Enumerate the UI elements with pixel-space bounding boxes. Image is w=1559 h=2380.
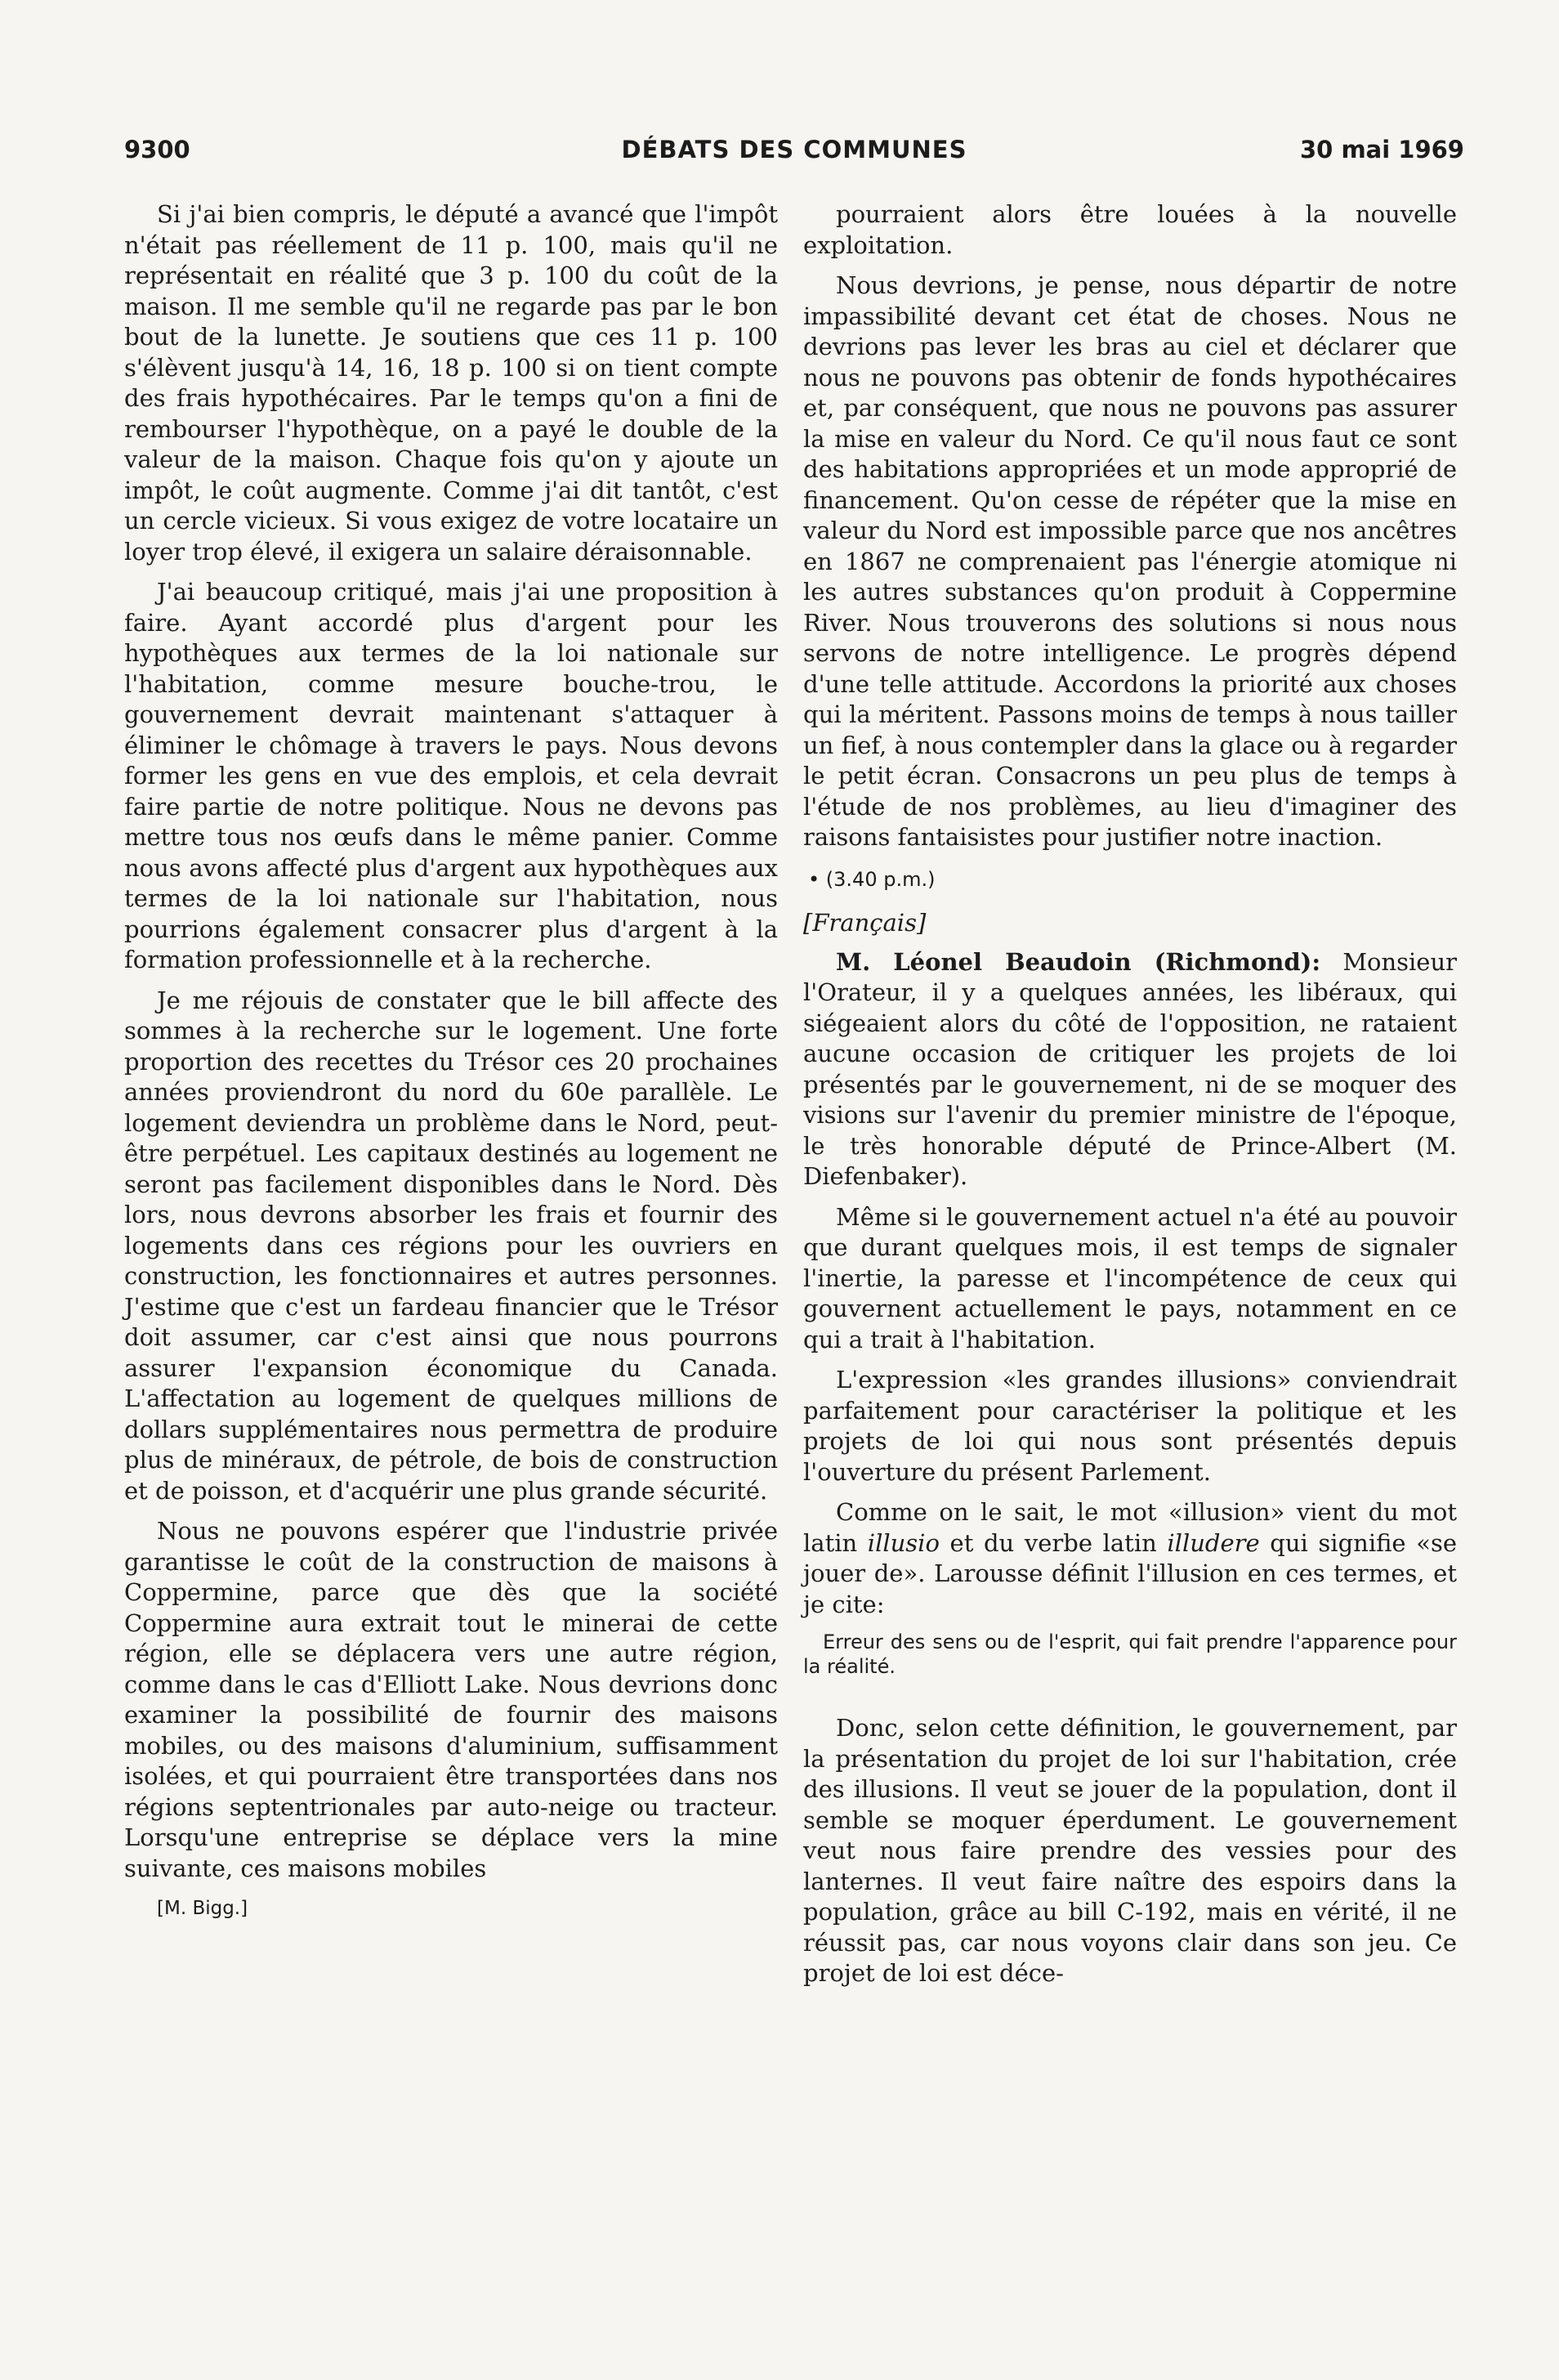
speaker-name: M. Léonel Beaudoin (Richmond): (836, 947, 1321, 976)
p6-part-b: et du verbe latin (939, 1528, 1168, 1557)
left-paragraph-3: Je me réjouis de constater que le bill affecte des sommes à la recherche sur le logement. Une forte proportion des recettes du Trésor ces 20 prochaines années proviendront du nord du 60e parallèle. Le logement deviendra un problème dans le Nord, peut-être perpétuel. Les capitaux destinés au logement ne seront pas facilement disponibles dans le Nord. Dès lors, nous devrons absorber les frais et fournir des logements dans ces régions pour les ouvriers en construction, les fonctionnaires et autres personnes. J'estime que c'est un fardeau financier que le Trésor doit assumer, car c'est ainsi que nous pourrons assurer l'expansion économique du Canada. L'affectation au logement de quelques millions de dollars supplémentaires nous permettra de produire plus de minéraux, de pétrole, de bois de construction et de poisson, et d'acquérir une plus grande sécurité. (124, 986, 778, 1505)
right-column (803, 199, 1457, 1999)
time-marker: • (3.40 p.m.) (808, 867, 936, 891)
language-tag: [Français] (803, 909, 927, 937)
latin-word-illusio: illusio (867, 1528, 940, 1557)
page-title: DÉBATS DES COMMUNES (621, 136, 967, 163)
dictionary-quote: Erreur des sens ou de l'esprit, qui fait prendre l'apparence pour la réalité. (803, 1631, 1457, 1678)
right-paragraph-2: Nous devrions, je pense, nous départir de notre impassibilité devant cet état de choses. Nous ne devrions pas lever les bras au ciel et déclarer que nous ne pouvons pas obtenir de fonds hypothécaires et, par conséquent, que nous ne pouvons pas assurer la mise en valeur du Nord. Ce qu'il nous faut ce sont des habitations appropriées et un mode approprié de financement. Qu'on cesse de répéter que la mise en valeur du Nord est impossible parce que nos ancêtres en 1867 ne comprenaient pas l'énergie atomique ni les autres substances qu'on produit à Coppermine River. Nous trouverons des solutions si nous nous servons de notre intelligence. Le progrès dépend d'une telle attitude. Accordons la priorité aux choses qui la méritent. Passons moins de temps à nous tailler un fief, à nous contempler dans la glace ou à regarder le petit écran. Consacrons un peu plus de temps à l'étude de nos problèmes, au lieu d'imaginer des raisons fantaisistes pour justifier notre inaction. (803, 271, 1457, 851)
left-paragraph-1: Si j'ai bien compris, le député a avancé que l'impôt n'était pas réellement de 11 p. 100, mais qu'il ne représentait en réalité que 3 p. 100 du coût de la maison. Il me semble qu'il ne regarde pas par le bon bout de la lunette. Je soutiens que ces 11 p. 100 s'élèvent jusqu'à 14, 16, 18 p. 100 si on tient compte des frais hypothécaires. Par le temps qu'on a fini de rembourser l'hypothèque, on a payé le double de la valeur de la maison. Chaque fois qu'on y ajoute un impôt, le coût augmente. Comme j'ai dit tantôt, c'est un cercle vicieux. Si vous exigez de votre locataire un loyer trop élevé, il exigera un salaire déraisonnable. (124, 200, 778, 566)
right-paragraph-4: Même si le gouvernement actuel n'a été au pouvoir que durant quelques mois, il est temps de signaler l'inertie, la paresse et l'incompétence de ceux qui gouvernent actuellement le pays, notamment en ce qui a trait à l'habitation. (803, 1202, 1457, 1353)
latin-word-illudere: illudere (1167, 1528, 1260, 1557)
right-paragraph-6 (803, 1497, 1457, 1620)
speaker-attribution: [M. Bigg.] (157, 1898, 248, 1919)
right-paragraph-1: pourraient alors être louées à la nouvelle exploitation. (803, 200, 1457, 259)
page-number: 9300 (124, 136, 190, 163)
right-paragraph-5: L'expression «les grandes illusions» conviendrait parfaitement pour caractériser la politique et les projets de loi qui nous sont présentés depuis l'ouverture du présent Parlement. (803, 1366, 1457, 1486)
left-paragraph-2: J'ai beaucoup critiqué, mais j'ai une proposition à faire. Ayant accordé plus d'argent pour les hypothèques aux termes de la loi nationale sur l'habitation, comme mesure bouche-trou, le gouvernement devrait maintenant s'attaquer à éliminer le chômage à travers le pays. Nous devons former les gens en vue des emplois, et cela devrait faire partie de notre politique. Nous ne devons pas mettre tous nos œufs dans le même panier. Comme nous avons affecté plus d'argent aux hypothèques aux termes de la loi nationale sur l'habitation, nous pourrions également consacrer plus d'argent à la formation professionnelle et à la recherche. (124, 578, 778, 973)
right-paragraph-7: Donc, selon cette définition, le gouvernement, par la présentation du projet de loi sur l'habitation, crée des illusions. Il veut se jouer de la population, dont il semble se moquer éperdument. Le gouvernement veut nous faire prendre des vessies pour des lanternes. Il veut faire naître des espoirs dans la population, grâce au bill C-192, mais en vérité, il ne réussit pas, car nous voyons clair dans son jeu. Ce projet de loi est déce- (803, 1714, 1457, 1987)
right-paragraph-3 (803, 947, 1457, 1192)
left-column (124, 199, 778, 1935)
left-paragraph-4: Nous ne pouvons espérer que l'industrie privée garantisse le coût de la construction de maisons à Coppermine, parce que dès que la société Coppermine aura extrait tout le minerai de cette région, elle se déplacera vers une autre région, comme dans le cas d'Elliott Lake. Nous devrions donc examiner la possibilité de fournir des maisons mobiles, ou des maisons d'aluminium, suffisamment isolées, et qui pourraient être transportées dans nos régions septentrionales par auto-neige ou tracteur. Lorsqu'une entreprise se déplace vers la mine suivante, ces maisons mobiles (124, 1517, 778, 1882)
p6-part-a: Comme on le sait, le mot «illusion» vient du mot latin (803, 1498, 1457, 1557)
speech-text: Monsieur l'Orateur, il y a quelques années, les libéraux, qui siégeaient alors du côté de l'opposition, ne rataient aucune occasion de critiquer les projets de loi présentés par le gouvernement, ni de se moquer des visions sur l'avenir du premier ministre de l'époque, le très honorable député de Prince-Albert (M. Diefenbaker). (803, 947, 1458, 1190)
page-header (124, 136, 1464, 172)
p6-part-c: qui signifie «se jouer de». Larousse définit l'illusion en ces termes, et je cite: (803, 1528, 1458, 1618)
page-date: 30 mai 1969 (1300, 136, 1464, 163)
